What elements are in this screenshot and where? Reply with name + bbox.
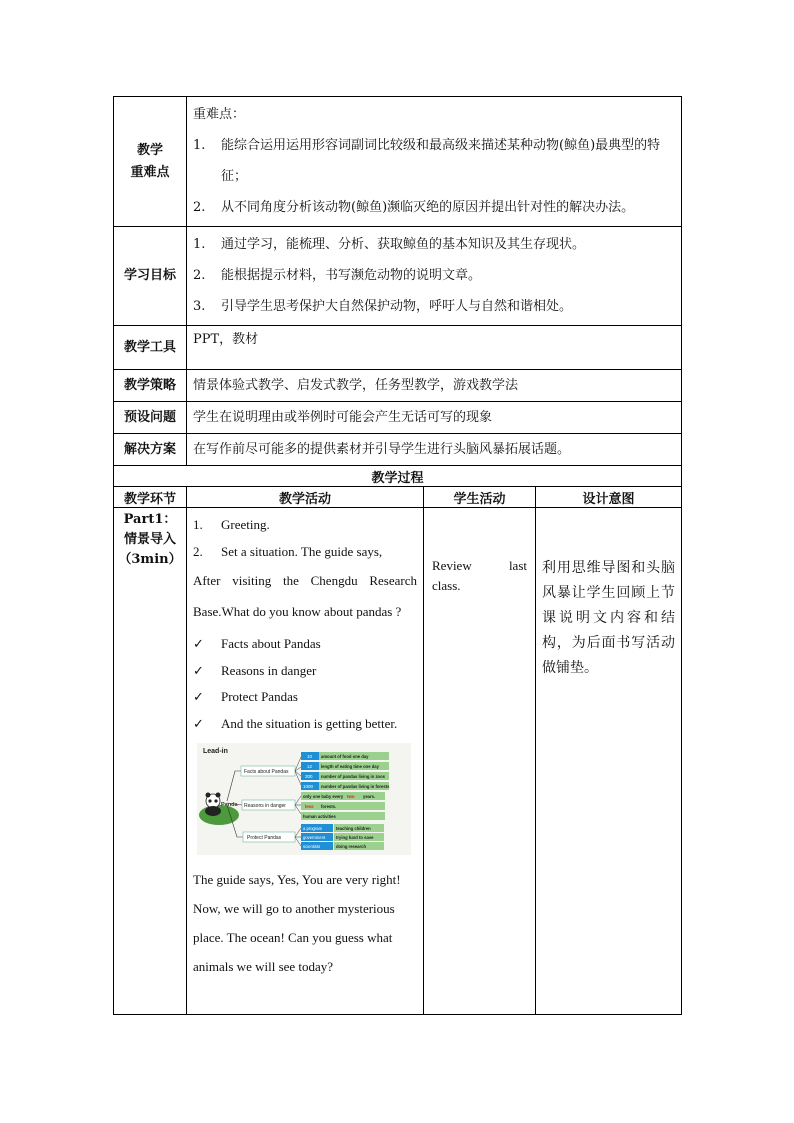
svg-text:human activities: human activities bbox=[303, 814, 336, 819]
part1-design-intent: 利用思维导图和头脑风暴让学生回顾上节课说明文内容和结构，为后面书写活动做铺垫。 bbox=[536, 508, 682, 1015]
goals-content bbox=[187, 227, 682, 326]
goals-row bbox=[114, 227, 682, 326]
header-design-intent: 设计意图 bbox=[536, 487, 682, 508]
svg-text:1000: 1000 bbox=[303, 784, 314, 789]
mindmap-image bbox=[197, 743, 411, 855]
header-stage: 教学环节 bbox=[114, 487, 187, 508]
process-title: 教学过程 bbox=[114, 466, 682, 487]
svg-text:number of pandas living in zoo: number of pandas living in zoos bbox=[321, 774, 385, 779]
svg-text:number of pandas living in for: number of pandas living in forests bbox=[321, 784, 390, 789]
svg-text:two: two bbox=[347, 794, 355, 799]
header-student-activity: 学生活动 bbox=[424, 487, 536, 508]
svg-text:trying hard to save: trying hard to save bbox=[336, 835, 374, 840]
focus-row bbox=[114, 97, 682, 227]
checklist-item: ✓ Protect Pandas bbox=[193, 684, 417, 711]
goal-item: 3. 引导学生思考保护大自然保护动物，呼吁人与自然和谐相处。 bbox=[193, 299, 573, 314]
check-icon: ✓ bbox=[193, 662, 204, 678]
tools-label: 教学工具 bbox=[114, 326, 187, 370]
svg-text:length of eating time one day: length of eating time one day bbox=[321, 764, 379, 769]
problems-label: 预设问题 bbox=[114, 402, 187, 434]
goal-item: 2. 能根据提示材料，书写濒危动物的说明文章。 bbox=[193, 268, 482, 283]
mindmap-center: Panda bbox=[221, 802, 238, 808]
solution-label: 解决方案 bbox=[114, 434, 187, 466]
strategy-row bbox=[114, 370, 682, 402]
part1-line3: （3min） bbox=[118, 552, 182, 567]
tools-row bbox=[114, 326, 682, 370]
focus-item: 1. 能综合运用运用形容词副词比较级和最高级来描述某种动物(鲸鱼)最典型的特征； bbox=[193, 138, 661, 184]
solution-row bbox=[114, 434, 682, 466]
protect-group bbox=[301, 824, 384, 850]
situation-text: After visiting the Chengdu Research Base.What do you know about pandas ? bbox=[193, 573, 417, 619]
guide-reply: The guide says, Yes, You are very right! Now, we will go to another mysterious place. The ocean! Can you guess what animals we will see today? bbox=[193, 872, 401, 974]
svg-text:scientists: scientists bbox=[303, 844, 321, 849]
activity-item: 2. Set a situation. The guide says, bbox=[193, 543, 383, 559]
part1-row bbox=[114, 508, 682, 1015]
goal-item: 1. 通过学习，能梳理、分析、获取鲸鱼的基本知识及其生存现状。 bbox=[193, 237, 586, 252]
focus-label bbox=[114, 97, 187, 227]
lesson-plan-table bbox=[113, 96, 682, 1015]
strategy-label: 教学策略 bbox=[114, 370, 187, 402]
focus-label-line1: 教学 bbox=[136, 142, 163, 158]
student-activity-word: class. bbox=[432, 578, 461, 593]
svg-text:doing research: doing research bbox=[336, 844, 367, 849]
svg-text:300: 300 bbox=[305, 774, 313, 779]
svg-text:10: 10 bbox=[307, 754, 313, 759]
header-teacher-activity: 教学活动 bbox=[187, 487, 424, 508]
part1-student-activity bbox=[424, 508, 536, 1015]
part1-line2: 情景导入 bbox=[123, 532, 176, 547]
branch-protect: Protect Pandas bbox=[247, 835, 282, 841]
lesson-plan-page bbox=[113, 96, 681, 1015]
panda-icon bbox=[205, 793, 221, 817]
svg-text:less: less bbox=[305, 804, 314, 809]
svg-text:amount of food one day: amount of food one day bbox=[321, 754, 369, 759]
focus-label-line2: 重难点 bbox=[130, 164, 170, 180]
process-title-row bbox=[114, 466, 682, 487]
solution-content: 在写作前尽可能多的提供素材并引导学生进行头脑风暴拓展话题。 bbox=[187, 434, 682, 466]
part1-teacher-activity bbox=[187, 508, 424, 1015]
check-icon: ✓ bbox=[193, 689, 204, 704]
svg-text:only one baby every: only one baby every bbox=[303, 794, 344, 799]
svg-text:a program: a program bbox=[303, 826, 323, 831]
reasons-group bbox=[301, 792, 385, 820]
svg-text:12: 12 bbox=[307, 764, 313, 769]
process-header-row bbox=[114, 487, 682, 508]
branch-facts: Facts about Pandas bbox=[244, 769, 289, 775]
checklist-item: ✓ And the situation is getting better. bbox=[193, 711, 417, 738]
svg-text:teaching children: teaching children bbox=[336, 826, 371, 831]
svg-text:government: government bbox=[303, 835, 326, 840]
part1-line1: Part1： bbox=[123, 512, 177, 527]
student-activity-word: last bbox=[508, 558, 527, 573]
tools-content: PPT，教材 bbox=[187, 326, 682, 370]
check-icon: ✓ bbox=[193, 636, 204, 651]
activity-item: 1. Greeting. bbox=[193, 517, 270, 532]
focus-content bbox=[187, 97, 682, 227]
svg-text:years.: years. bbox=[363, 794, 376, 799]
problems-row bbox=[114, 402, 682, 434]
svg-text:forests.: forests. bbox=[321, 804, 337, 809]
mindmap-title: Lead-in bbox=[203, 748, 228, 755]
branch-reasons: Reasons in danger bbox=[244, 803, 286, 809]
checklist-item: ✓ Facts about Pandas bbox=[193, 631, 417, 658]
goals-label: 学习目标 bbox=[114, 227, 187, 326]
checklist-item: ✓ Reasons in danger bbox=[193, 658, 417, 685]
problems-content: 学生在说明理由或举例时可能会产生无话可写的现象 bbox=[187, 402, 682, 434]
focus-title: 重难点： bbox=[193, 107, 246, 122]
focus-item: 2. 从不同角度分析该动物(鲸鱼)濒临灭绝的原因并提出针对性的解决办法。 bbox=[193, 200, 635, 215]
check-icon: ✓ bbox=[193, 715, 204, 731]
part1-label bbox=[114, 508, 187, 1015]
student-activity-word: Review bbox=[432, 558, 472, 573]
strategy-content: 情景体验式教学、启发式教学，任务型教学，游戏教学法 bbox=[187, 370, 682, 402]
